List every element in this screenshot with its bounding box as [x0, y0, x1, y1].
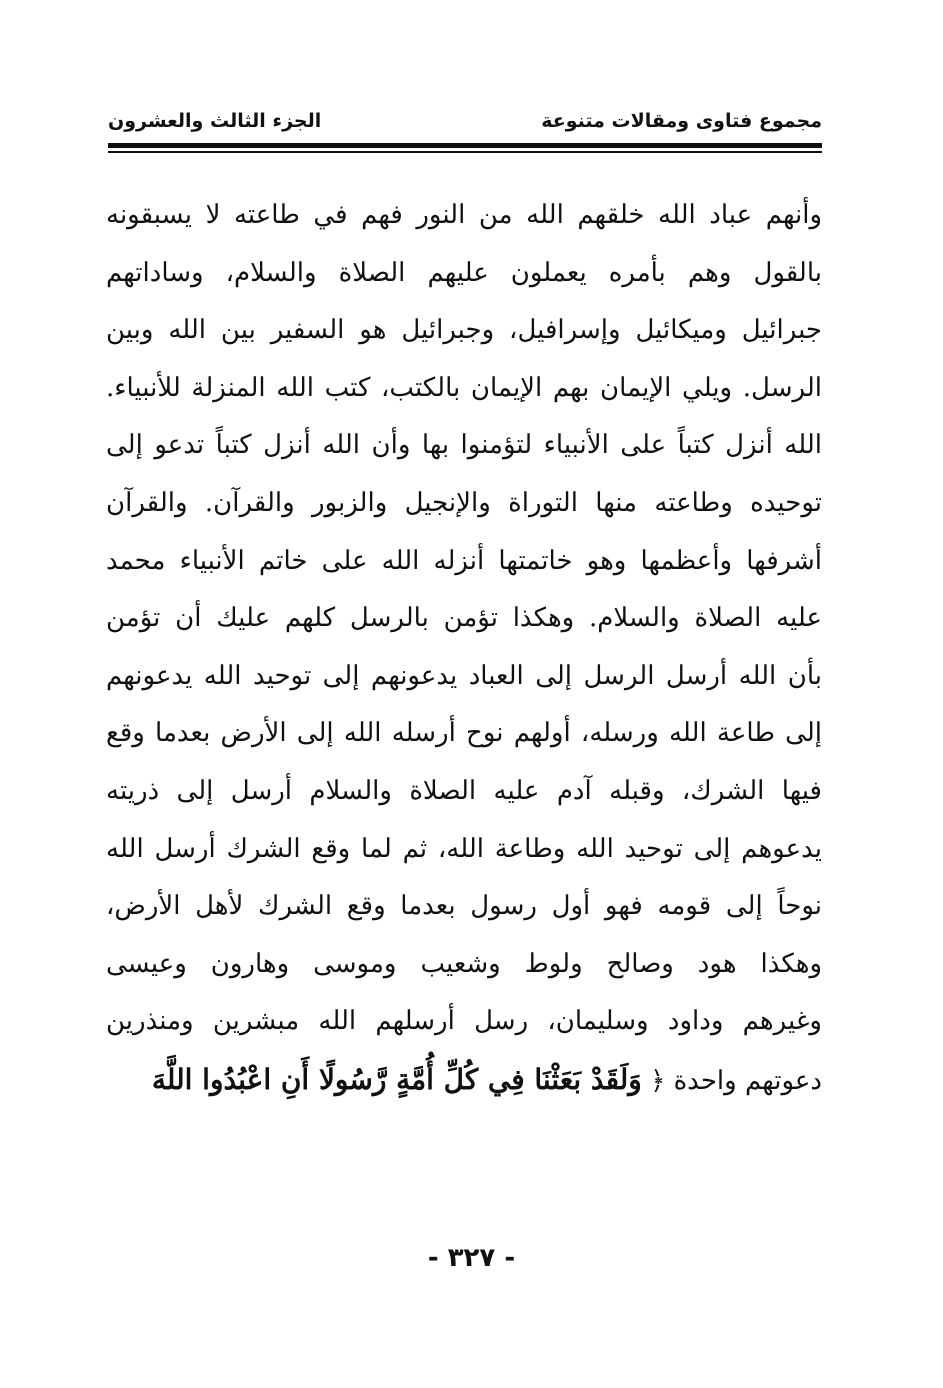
text-line-quran — [106, 1051, 822, 1109]
text-line: فيها الشرك، وقبله آدم عليه الصلاة والسلام أرسل إلى ذريته — [106, 775, 822, 806]
text-line: توحيده وطاعته منها التوراة والإنجيل والزبور والقرآن. والقرآن — [106, 487, 822, 518]
header-rule-thick — [108, 143, 822, 148]
text-line: وأنهم عباد الله خلقهم الله من النور فهم في طاعته لا يسبقونه — [106, 200, 822, 230]
text-line: بالقول وهم بأمره يعملون عليهم الصلاة والسلام، وساداتهم — [106, 257, 822, 288]
quran-open-bracket: ﴿ — [650, 1065, 666, 1096]
text-line: وهكذا هود وصالح ولوط وشعيب وموسى وهارون وعيسى — [106, 948, 822, 979]
text-line: جبرائيل وميكائيل وإسرافيل، وجبرائيل هو السفير بين الله وبين — [106, 315, 822, 346]
quran-verse: وَلَقَدْ بَعَثْنَا فِي كُلِّ أُمَّةٍ رَّسُولًا أَنِ اعْبُدُوا اللَّهَ — [151, 1062, 642, 1096]
page-number: - ٣٢٧ - — [427, 1243, 516, 1273]
last-line-prefix: دعوتهم واحدة — [673, 1065, 822, 1096]
text-line: يدعوهم إلى توحيد الله وطاعة الله، ثم لما وقع الشرك أرسل الله — [106, 833, 822, 864]
text-line: بأن الله أرسل الرسل إلى العباد يدعونهم إلى توحيد الله يدعونهم — [106, 660, 822, 691]
text-line: عليه الصلاة والسلام. وهكذا تؤمن بالرسل كلهم عليك أن تؤمن — [106, 603, 822, 634]
text-line: وغيرهم وداود وسليمان، رسل أرسلهم الله مبشرين ومنذرين — [106, 1006, 822, 1037]
volume-label: الجزء الثالث والعشرون — [108, 110, 322, 132]
text-line: الرسل. ويلي الإيمان بهم الإيمان بالكتب، كتب الله المنزلة للأنبياء. — [106, 372, 822, 403]
text-line: الله أنزل كتباً على الأنبياء لتؤمنوا بها وأن الله أنزل كتباً تدعو إلى — [106, 430, 822, 461]
body-text — [106, 187, 822, 1109]
book-title: مجموع فتاوى ومقالات متنوعة — [541, 110, 822, 132]
text-line: أشرفها وأعظمها وهو خاتمتها أنزله الله على خاتم الأنبياء محمد — [106, 545, 822, 576]
text-line: نوحاً إلى قومه فهو أول رسول بعدما وقع الشرك لأهل الأرض، — [106, 891, 822, 922]
header-rule-thin — [108, 151, 822, 153]
text-line: إلى طاعة الله ورسله، أولهم نوح أرسله الله إلى الأرض بعدما وقع — [106, 718, 822, 749]
page-header — [108, 104, 822, 140]
